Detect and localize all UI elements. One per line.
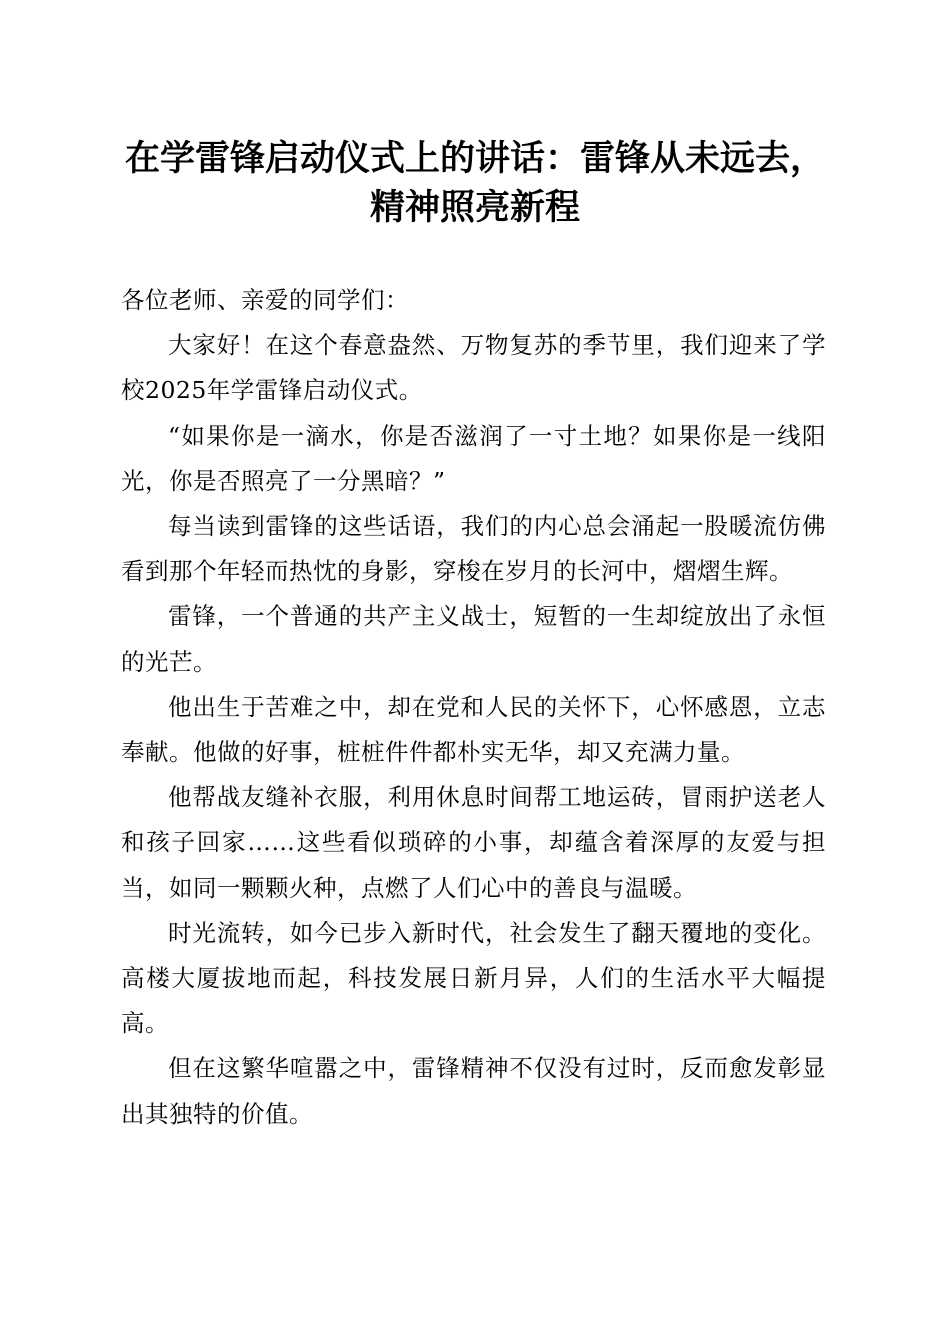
paragraph: 他帮战友缝补衣服，利用休息时间帮工地运砖，冒雨护送老人和孩子回家……这些看似琐碎的小事，却蕴含着深厚的友爱与担当，如同一颗颗火种，点燃了人们心中的善良与温暖。 (121, 783, 826, 902)
paragraph: 他出生于苦难之中，却在党和人民的关怀下，心怀感恩，立志奉献。他做的好事，桩桩件件都朴实无华，却又充满力量。 (121, 692, 826, 767)
salutation: 各位老师、亲爱的同学们： (121, 286, 409, 314)
paragraph: “如果你是一滴水，你是否滋润了一寸土地？如果你是一线阳光，你是否照亮了一分黑暗？” (121, 421, 826, 495)
title-line-2: 精神照亮新程 (369, 187, 580, 228)
paragraph: 大家好！在这个春意盎然、万物复苏的季节里，我们迎来了学校2025年学雷锋启动仪式。 (121, 331, 826, 405)
paragraph: 时光流转，如今已步入新时代，社会发生了翻天覆地的变化。高楼大厦拔地而起，科技发展日新月异，人们的生活水平大幅提高。 (121, 918, 826, 1038)
document-body (121, 278, 826, 1137)
paragraph: 每当读到雷锋的这些话语，我们的内心总会涌起一股暖流仿佛看到那个年轻而热忱的身影，穿梭在岁月的长河中，熠熠生辉。 (121, 512, 826, 586)
paragraph: 雷锋，一个普通的共产主义战士，短暂的一生却绽放出了永恒的光芒。 (121, 602, 826, 676)
title-line-1: 在学雷锋启动仪式上的讲话：雷锋从未远去， (124, 138, 825, 179)
document-title (100, 134, 850, 232)
paragraph: 但在这繁华喧嚣之中，雷锋精神不仅没有过时，反而愈发彰显出其独特的价值。 (121, 1054, 826, 1128)
